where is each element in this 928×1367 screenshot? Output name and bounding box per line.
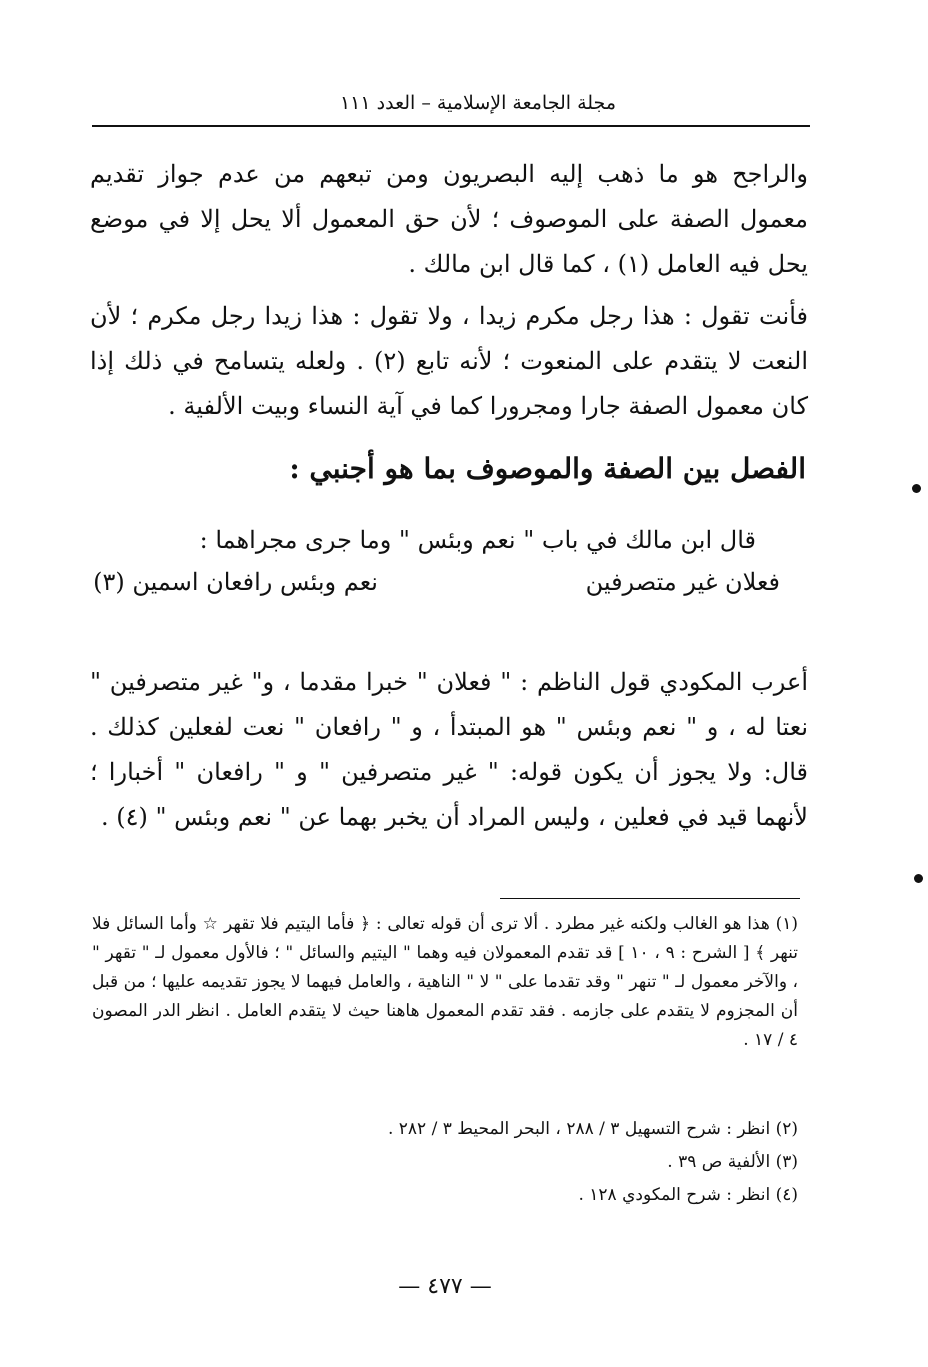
footnote-3: (٣) الألفية ص ٣٩ . — [667, 1152, 798, 1172]
footnote-4: (٤) انظر : شرح المكودي ١٢٨ . — [578, 1185, 798, 1205]
paragraph-3: أعرب المكودي قول الناظم : " فعلان " خبرا مقدما ، و" غير متصرفين " نعتا له ، و " نعم وبئس " هو المبتدأ ، و " رافعان " نعت لفعلين كذلك . قال: ولا يجوز أن يكون قوله: " غير متصرفين " و " رافعان " أخبارا ؛ لأنهما قيد في فعلين ، وليس المراد أن يخبر بهما عن " نعم وبئس " (٤) . — [90, 668, 808, 831]
page-number: — ٤٧٧ — — [398, 1274, 492, 1299]
section-heading: الفصل بين الصفة والموصوف بما هو أجنبي : — [289, 452, 806, 485]
footnote-1: (١) هذا هو الغالب ولكنه غير مطرد . ألا ترى أن قوله تعالى : ﴿ فأما اليتيم فلا تقهر ☆ وأما السائل فلا تنهر ﴾ [ الشرح : ٩ ، ١٠ ] قد تقدم المعمولان فيه وهما " اليتيم والسائل " ؛ فالأول معمول لـ " تقهر " ، والآخر معمول لـ " تنهر " وقد تقدما على " لا " الناهية ، والعامل فيهما لا يجوز تقديمه عليها ؛ من قبل أن المجزوم لا يتقدم على جازمه . فقد تقدم المعمول هاهنا حيث لا يتقدم العامل . انظر الدر المصون ٤ / ١٧ . — [92, 914, 798, 1050]
footnote-separator — [500, 898, 800, 899]
journal-header: مجلة الجامعة الإسلامية – العدد ١١١ — [339, 92, 616, 114]
scan-edge-mark — [912, 484, 921, 493]
header-rule — [92, 125, 810, 127]
scan-edge-mark — [914, 874, 923, 883]
verse-first-hemistich: فعلان غير متصرفين — [585, 568, 780, 596]
paragraph-2: فأنت تقول : هذا رجل مكرم زيدا ، ولا تقول : هذا زيدا رجل مكرم ؛ لأن النعت لا يتقدم على المنعوت ؛ لأنه تابع (٢) . ولعله يتسامح في ذلك إذا كان معمول الصفة جارا ومجرورا كما في آية النساء وبيت الألفية . — [90, 302, 809, 420]
verse-second-hemistich: نعم وبئس رافعان اسمين (٣) — [93, 568, 378, 596]
footnote-2: (٢) انظر : شرح التسهيل ٣ / ٢٨٨ ، البحر المحيط ٣ / ٢٨٢ . — [387, 1119, 798, 1139]
paragraph-1: والراجح هو ما ذهب إليه البصريون ومن تبعهم من عدم جواز تقديم معمول الصفة على الموصوف ؛ لأن حق المعمول ألا يحل إلا في موضع يحل فيه العامل (١) ، كما قال ابن مالك . — [90, 160, 808, 278]
verse-intro: قال ابن مالك في باب " نعم وبئس " وما جرى مجراهما : — [199, 526, 756, 554]
